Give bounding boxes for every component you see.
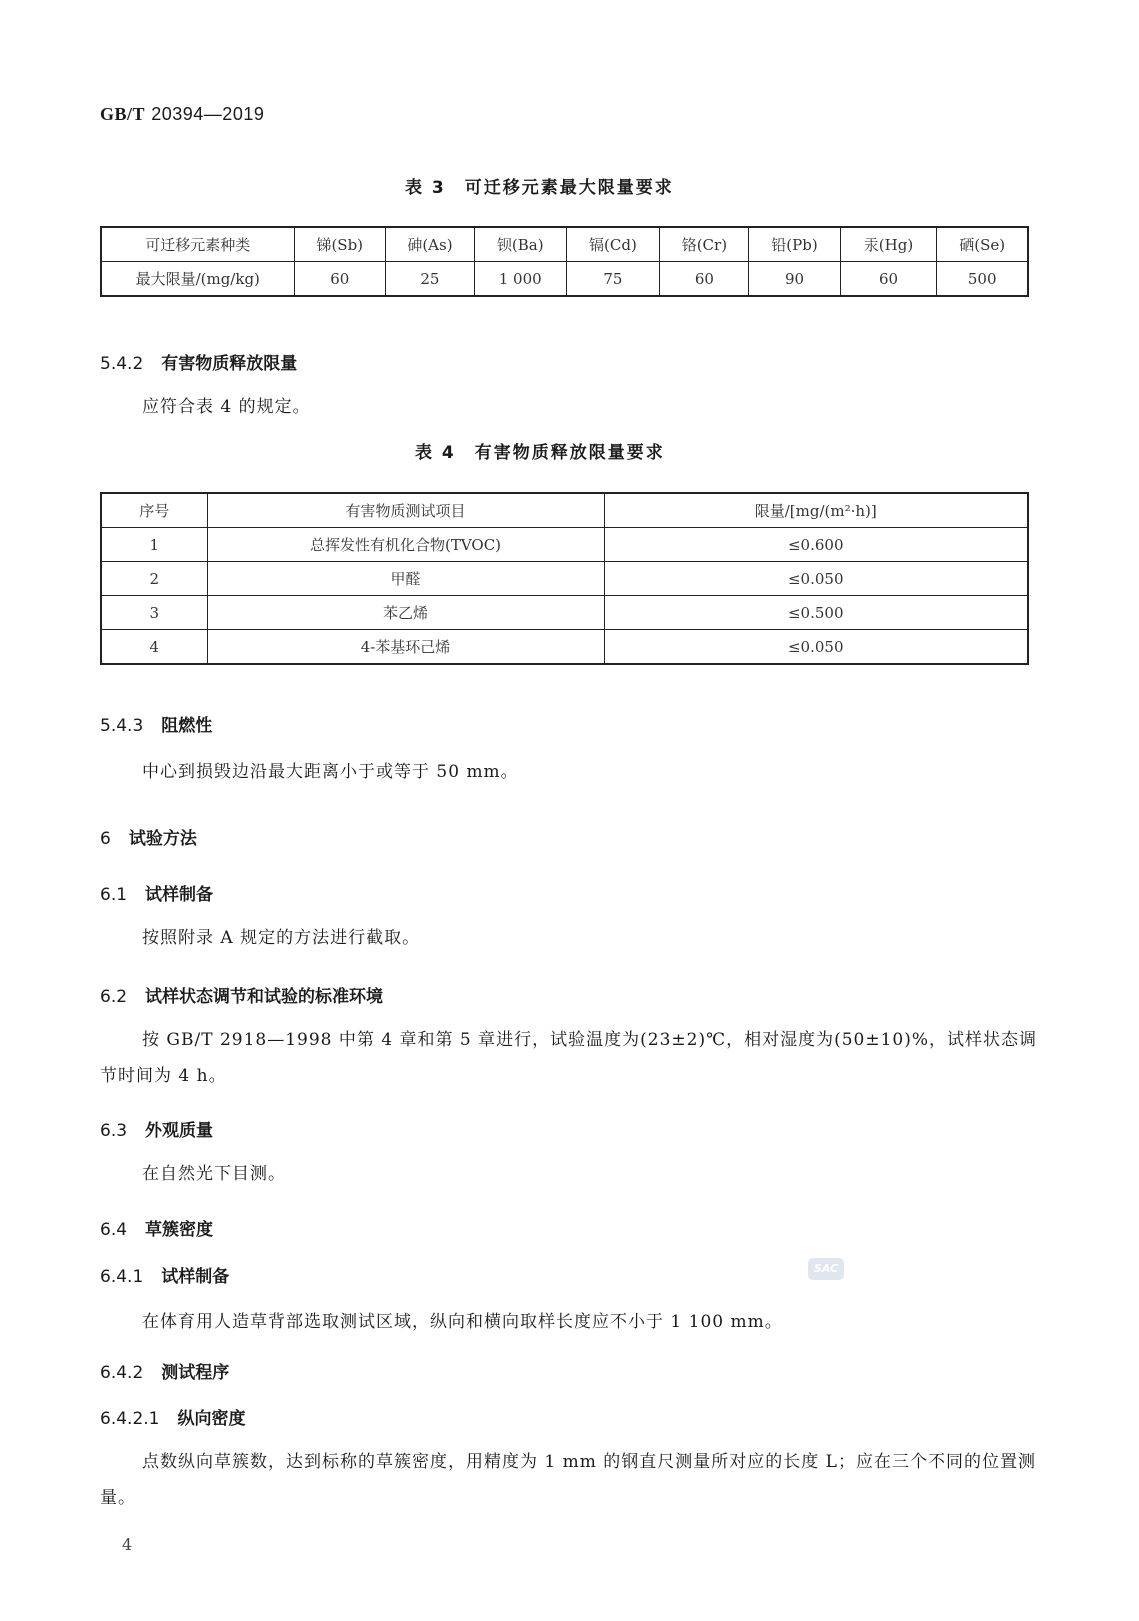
table-cell: ≤0.050 (604, 630, 1028, 665)
table-cell: 有害物质测试项目 (207, 493, 604, 528)
table-cell: 汞(Hg) (840, 227, 937, 262)
section-number: 6.4 (100, 1220, 128, 1240)
table-row (101, 493, 1028, 528)
section-6-4-2-1-text: 点数纵向草簇数，达到标称的草簇密度，用精度为 1 mm 的钢直尺测量所对应的长度 L；应在三个不同的位置测量。 (100, 1452, 1036, 1508)
table-row (101, 262, 1028, 297)
section-title: 有害物质释放限量 (161, 354, 298, 374)
section-number: 6.3 (100, 1121, 128, 1141)
section-title: 测试程序 (161, 1363, 230, 1383)
table-cell: 75 (566, 262, 660, 297)
table-cell: 2 (101, 562, 207, 596)
table-cell: 90 (749, 262, 840, 297)
table-cell: 苯乙烯 (207, 596, 604, 630)
section-5-4-3-text: 中心到损毁边沿最大距离小于或等于 50 mm。 (142, 762, 519, 782)
section-6-2-text: 按 GB/T 2918—1998 中第 4 章和第 5 章进行，试验温度为(23±2)℃，相对湿度为(50±10)%，试样状态调节时间为 4 h。 (100, 1030, 1038, 1086)
table-cell: 60 (840, 262, 937, 297)
section-6-1-text: 按照附录 A 规定的方法进行截取。 (142, 928, 421, 948)
table-cell: ≤0.500 (604, 596, 1028, 630)
section-5-4-2-heading (100, 349, 297, 374)
section-title: 试验方法 (128, 829, 197, 849)
table-cell: ≤0.050 (604, 562, 1028, 596)
table-cell: 4 (101, 630, 207, 665)
table-cell: ≤0.600 (604, 528, 1028, 562)
table-cell: 铬(Cr) (660, 227, 749, 262)
table-cell: 序号 (101, 493, 207, 528)
table-cell: 4-苯基环己烯 (207, 630, 604, 665)
page-number: 4 (122, 1535, 133, 1554)
table-row (101, 562, 1028, 596)
section-number: 6.1 (100, 885, 128, 905)
section-5-4-3-heading (100, 711, 212, 736)
table-cell: 铅(Pb) (749, 227, 840, 262)
table-cell: 1 000 (474, 262, 566, 297)
section-title: 试样制备 (161, 1267, 230, 1287)
table-row (101, 630, 1028, 665)
table-cell: 限量/[mg/(m²·h)] (604, 493, 1028, 528)
section-6-4-2-1-heading (100, 1404, 245, 1429)
section-6-4-2-heading (100, 1358, 229, 1383)
table3-caption: 表 3 可迁移元素最大限量要求 (405, 178, 674, 198)
section-title: 阻燃性 (161, 716, 213, 736)
table-cell: 锑(Sb) (294, 227, 385, 262)
section-number: 6.4.2.1 (100, 1409, 160, 1429)
table-cell: 甲醛 (207, 562, 604, 596)
section-number: 6 (100, 829, 111, 849)
table-cell: 总挥发性有机化合物(TVOC) (207, 528, 604, 562)
section-6-3-text: 在自然光下目测。 (142, 1164, 286, 1184)
sac-watermark: SAC (808, 1258, 844, 1280)
section-title: 试样制备 (145, 885, 214, 905)
standard-code (100, 104, 264, 125)
table-cell: 最大限量/(mg/kg) (101, 262, 294, 297)
table-cell: 镉(Cd) (566, 227, 660, 262)
table-cell: 硒(Se) (937, 227, 1028, 262)
standard-number: 20394—2019 (151, 104, 265, 124)
section-number: 6.4.1 (100, 1267, 144, 1287)
table-row (101, 528, 1028, 562)
table-cell: 60 (660, 262, 749, 297)
table-cell: 可迁移元素种类 (101, 227, 294, 262)
section-title: 试样状态调节和试验的标准环境 (145, 987, 384, 1007)
section-number: 5.4.3 (100, 716, 144, 736)
table4 (100, 492, 1029, 665)
table-cell: 钡(Ba) (474, 227, 566, 262)
section-number: 5.4.2 (100, 354, 144, 374)
standard-prefix: GB/T (100, 104, 146, 124)
section-6-4-heading (100, 1215, 213, 1240)
section-6-4-1-heading (100, 1262, 229, 1287)
section-number: 6.4.2 (100, 1363, 144, 1383)
table-cell: 砷(As) (385, 227, 474, 262)
table4-caption: 表 4 有害物质释放限量要求 (415, 443, 665, 463)
table-row (101, 596, 1028, 630)
section-6-4-1-text: 在体育用人造草背部选取测试区域，纵向和横向取样长度应不小于 1 100 mm。 (142, 1312, 783, 1332)
section-5-4-2-text: 应符合表 4 的规定。 (142, 397, 311, 417)
section-6-heading (100, 824, 197, 849)
section-title: 外观质量 (145, 1121, 214, 1141)
section-6-3-heading (100, 1116, 213, 1141)
section-6-2-heading (100, 982, 383, 1007)
table-cell: 25 (385, 262, 474, 297)
table-row (101, 227, 1028, 262)
section-number: 6.2 (100, 987, 128, 1007)
section-title: 草簇密度 (145, 1220, 214, 1240)
section-title: 纵向密度 (177, 1409, 246, 1429)
table-cell: 60 (294, 262, 385, 297)
table-cell: 500 (937, 262, 1028, 297)
table-cell: 3 (101, 596, 207, 630)
section-6-1-heading (100, 880, 213, 905)
table3 (100, 226, 1029, 297)
table-cell: 1 (101, 528, 207, 562)
